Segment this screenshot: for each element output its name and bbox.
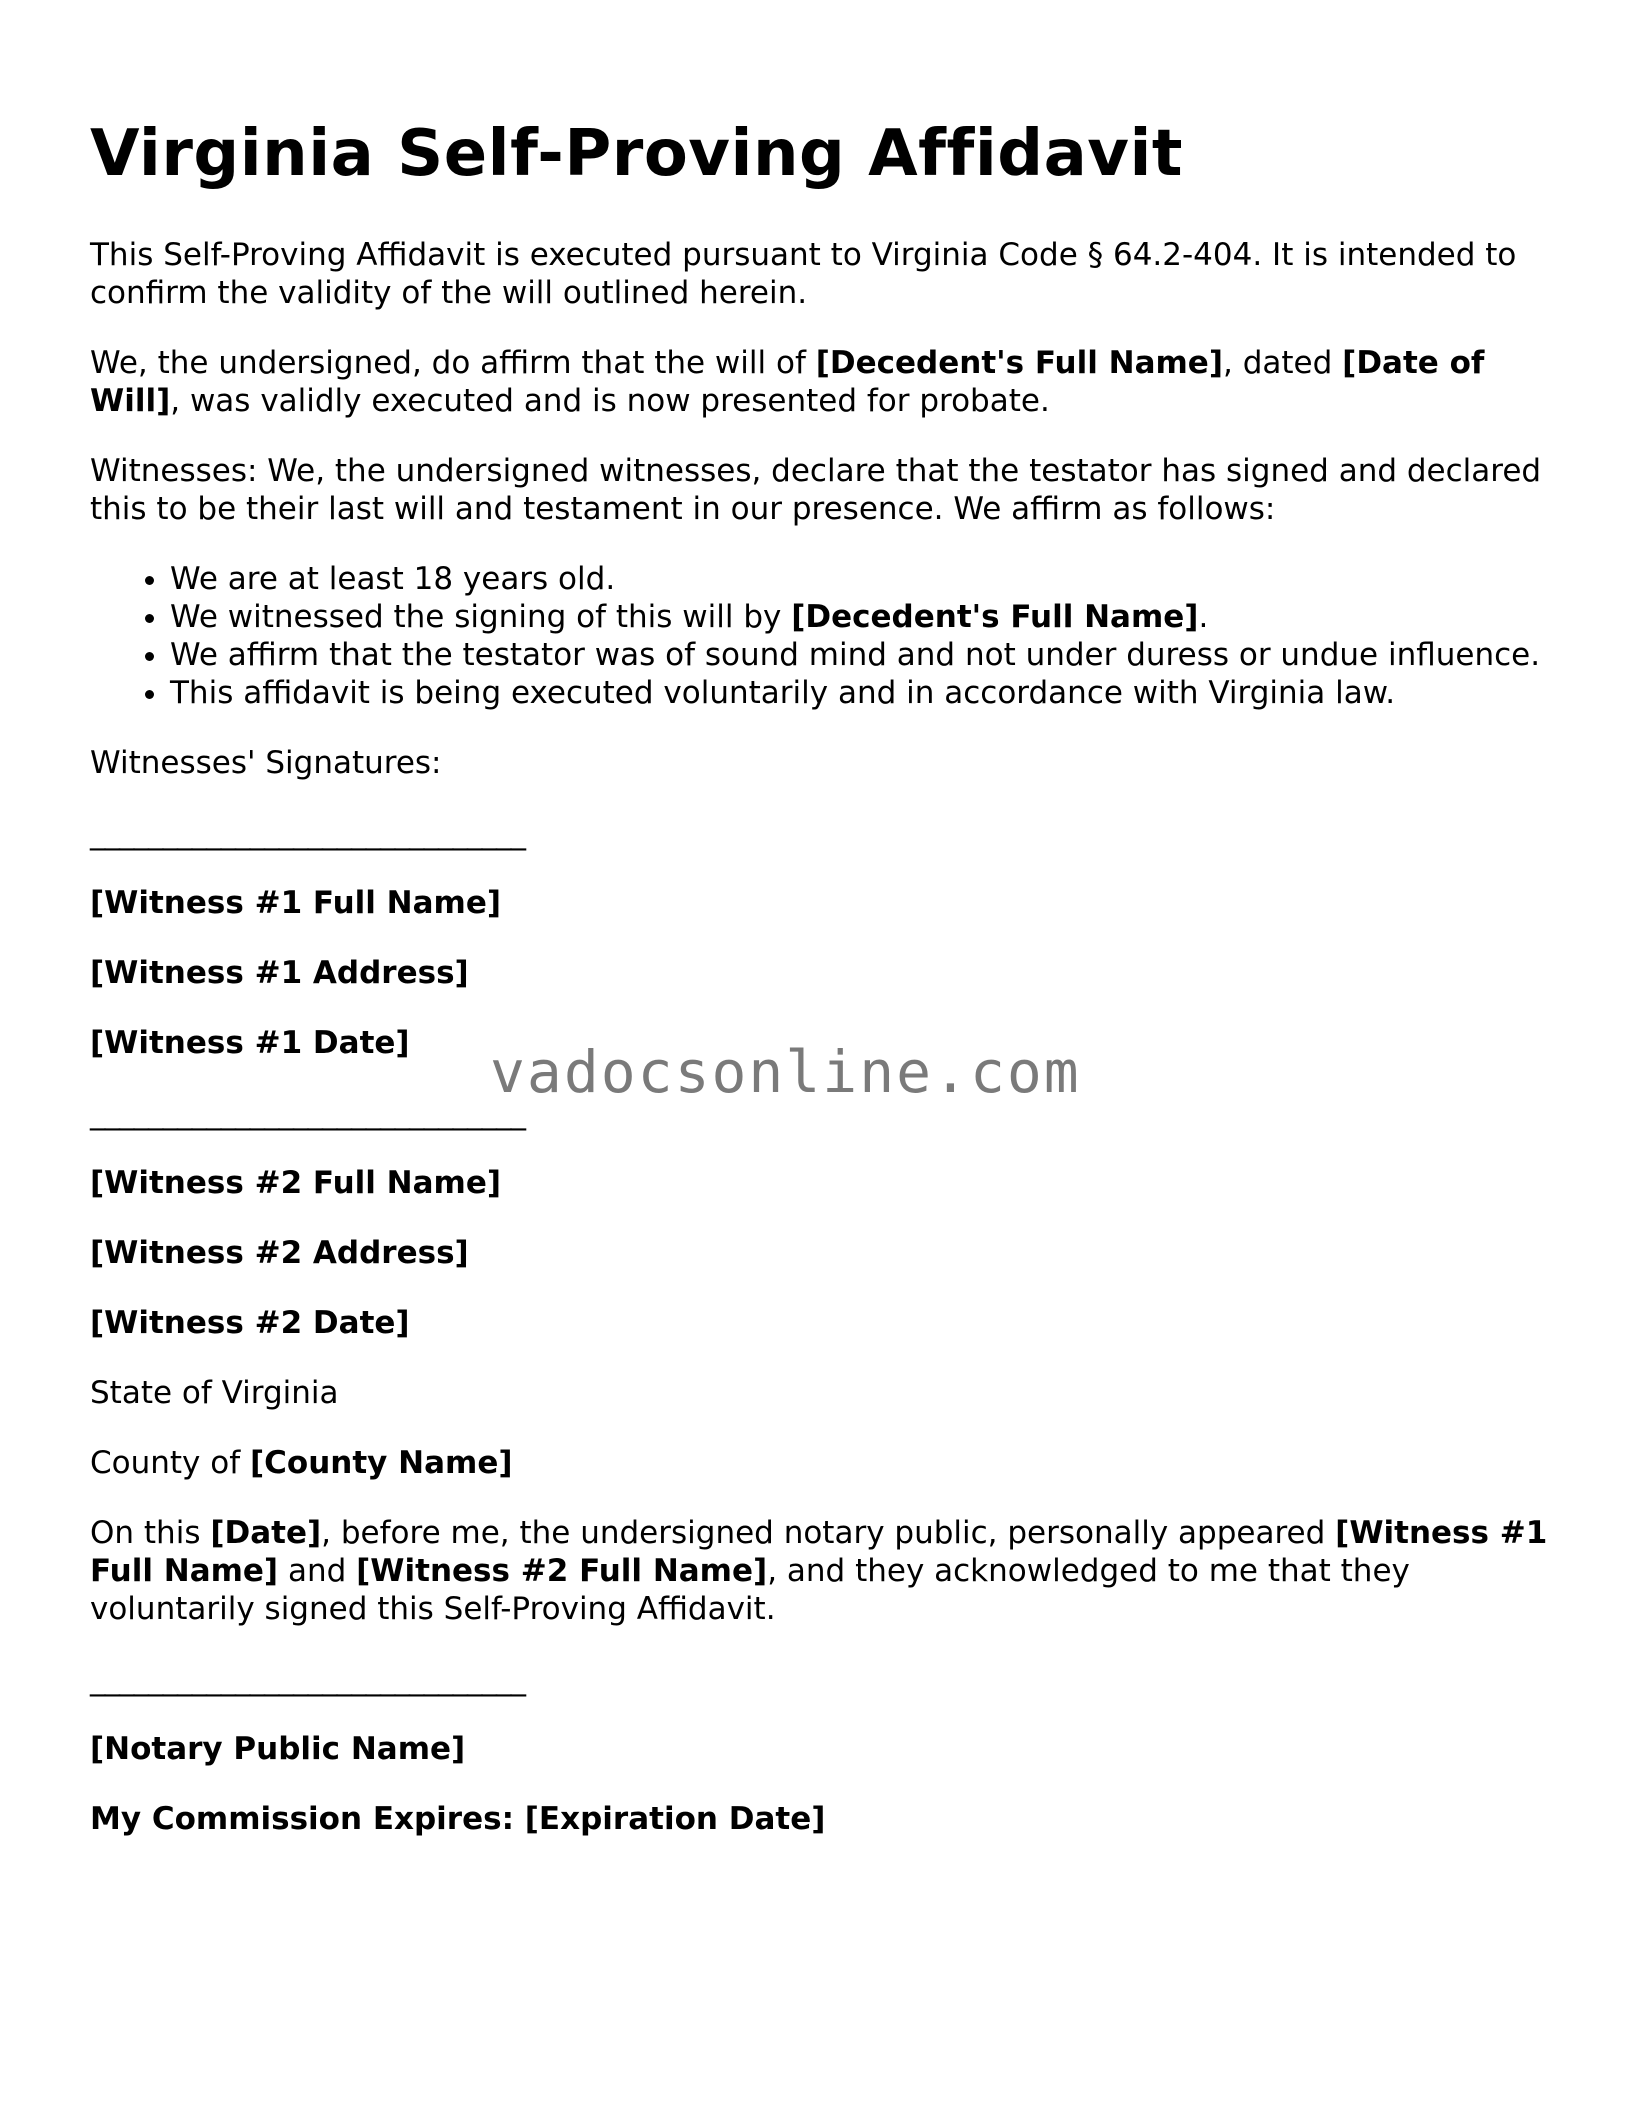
intro-paragraph: This Self-Proving Affidavit is executed pursuant to Virginia Code § 64.2-404. It is intended to confirm the validity of the will outlined herein. — [90, 237, 1517, 311]
notary-signature-line: ______________________________ — [90, 1661, 525, 1697]
witness2-date: [Witness #2 Date] — [90, 1305, 410, 1341]
notary-name: [Notary Public Name] — [90, 1731, 466, 1767]
witness2-address: [Witness #2 Address] — [90, 1235, 469, 1271]
affirm-paragraph: We, the undersigned, do affirm that the will of [Decedent's Full Name], dated [Date of Will], was validly executed and is now presented for probate. — [90, 345, 1485, 419]
witness1-name: [Witness #1 Full Name] — [90, 885, 502, 921]
witness1-date: [Witness #1 Date] — [90, 1025, 410, 1061]
watermark: vadocsonline.com — [490, 1038, 1081, 1106]
document-page — [90, 0, 1560, 1838]
list-item: • This affidavit is being executed voluntarily and in accordance with Virginia law. — [170, 674, 1560, 712]
witness2-name: [Witness #2 Full Name] — [90, 1165, 502, 1201]
will-date-placeholder: [Date of Will] — [90, 345, 1485, 419]
witness1-signature-line: ______________________________ — [90, 815, 525, 851]
affirmation-list — [90, 560, 1560, 712]
list-item: • We are at least 18 years old. — [170, 560, 1560, 598]
signatures-label: Witnesses' Signatures: — [90, 745, 442, 781]
list-item: • We affirm that the testator was of sound mind and not under duress or undue influence. — [170, 636, 1560, 674]
state-line: State of Virginia — [90, 1375, 339, 1411]
witness-intro-paragraph: Witnesses: We, the undersigned witnesses, declare that the testator has signed and declared this to be their last will and testament in our presence. We affirm as follows: — [90, 453, 1542, 527]
commission-expiry: My Commission Expires: [Expiration Date] — [90, 1801, 826, 1837]
notary-paragraph: On this [Date], before me, the undersigned notary public, personally appeared [Witness #1 Full Name] and [Witness #2 Full Name], and they acknowledged to me that they voluntarily signed this Self-Proving Affidavit. — [90, 1515, 1548, 1627]
witness1-address: [Witness #1 Address] — [90, 955, 469, 991]
decedent-name-placeholder: [Decedent's Full Name] — [815, 345, 1223, 381]
county-line: County of [County Name] — [90, 1445, 513, 1481]
page-title: Virginia Self-Proving Affidavit — [90, 117, 1183, 191]
witness2-signature-line: ______________________________ — [90, 1095, 525, 1131]
list-item: • We witnessed the signing of this will by [Decedent's Full Name]. — [170, 598, 1560, 636]
